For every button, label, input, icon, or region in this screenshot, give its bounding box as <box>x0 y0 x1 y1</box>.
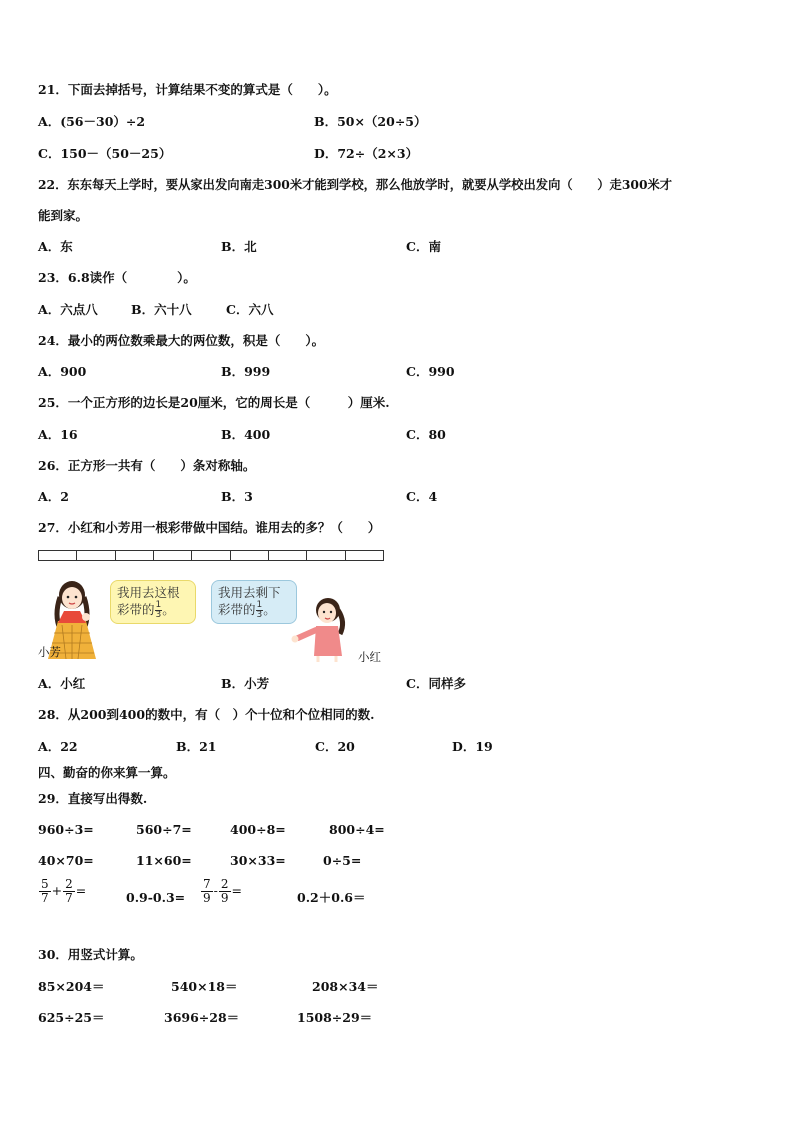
q21-option-c: C．150－（50－25） <box>38 146 172 161</box>
frac-op-plus: + <box>51 883 63 898</box>
q29-fraction-add <box>38 878 86 905</box>
frac-eq1: = <box>75 883 87 898</box>
frac3-num: 7 <box>203 877 211 891</box>
q29-r2-c4: 0÷5= <box>323 853 362 868</box>
q23-stem: 23．6.8读作（ ）。 <box>38 270 196 285</box>
frac2-num: 2 <box>65 877 73 891</box>
frac4-den: 9 <box>220 891 229 905</box>
q27-option-a: A．小红 <box>38 676 86 691</box>
xiaofang-period: 。 <box>162 602 175 617</box>
frac-op-minus: - <box>213 883 218 898</box>
girl-right-name: 小红 <box>358 650 381 664</box>
q26-stem: 26．正方形一共有（ ）条对称轴。 <box>38 458 256 473</box>
ribbon-tape <box>38 550 384 561</box>
q23-option-c: C．六八 <box>226 302 274 317</box>
q29-r2-c3: 30×33= <box>230 853 286 868</box>
q24-option-a: A．900 <box>38 364 87 379</box>
q25-option-b: B．400 <box>221 427 271 442</box>
frac4-num: 2 <box>220 877 229 891</box>
frac3-den: 9 <box>203 891 211 905</box>
q26-option-b: B．3 <box>221 489 253 504</box>
frac-2-9 <box>219 878 231 905</box>
q21-option-a: A．(56－30）÷2 <box>38 114 146 129</box>
xiaohong-speech-bubble <box>211 580 297 624</box>
xiaohong-bubble-line2: 彩带的 <box>218 602 256 617</box>
xiaohong-frac-num: 1 <box>256 600 263 610</box>
q24-stem: 24．最小的两位数乘最大的两位数，积是（ ）。 <box>38 333 325 348</box>
q30-r2-c1: 625÷25＝ <box>38 1010 105 1025</box>
q26-option-a: A．2 <box>38 489 69 504</box>
q26-option-c: C．4 <box>406 489 438 504</box>
frac-2-7 <box>63 878 75 905</box>
q28-stem: 28．从200到400的数中，有（ ）个十位和个位相同的数. <box>38 707 375 722</box>
q29-r2-c1: 40×70= <box>38 853 94 868</box>
xiaofang-frac-den: 3 <box>155 610 162 620</box>
q30-r1-c2: 540×18＝ <box>171 979 238 994</box>
q21-option-d: D．72÷（2×3） <box>314 146 419 161</box>
girl-left-name: 小芳 <box>38 645 61 659</box>
q22-option-a: A．东 <box>38 239 73 254</box>
q25-stem: 25．一个正方形的边长是20厘米，它的周长是（ ）厘米. <box>38 395 390 410</box>
xiaofang-bubble-line2: 彩带的 <box>117 602 155 617</box>
q21-option-b: B．50×（20÷5） <box>314 114 427 129</box>
q29-r2-c2: 11×60= <box>136 853 192 868</box>
q29-r1-c1: 960÷3= <box>38 822 94 837</box>
q23-option-a: A．六点八 <box>38 302 98 317</box>
q22-stem-line1: 22．东东每天上学时，要从家出发向南走300米才能到学校，那么他放学时，就要从学校出发向（ ）走300米才 <box>38 177 673 192</box>
q28-option-a: A．22 <box>38 739 78 754</box>
girl-xiaohong-illustration <box>286 596 352 662</box>
q30-r1-c1: 85×204＝ <box>38 979 105 994</box>
frac2-den: 7 <box>65 891 73 905</box>
q30-r2-c2: 3696÷28＝ <box>164 1010 240 1025</box>
q21-stem: 21．下面去掉括号，计算结果不变的算式是（ ）。 <box>38 82 337 97</box>
frac-7-9 <box>201 878 213 905</box>
q24-option-b: B．999 <box>221 364 271 379</box>
q29-stem: 29．直接写出得数. <box>38 791 148 806</box>
q29-r3-c2: 0.9-0.3= <box>126 890 186 905</box>
q28-option-c: C．20 <box>315 739 355 754</box>
frac-eq2: = <box>231 883 242 898</box>
xiaofang-speech-bubble <box>110 580 196 624</box>
q28-option-b: B．21 <box>176 739 217 754</box>
q25-option-c: C．80 <box>406 427 446 442</box>
q27-option-c: C．同样多 <box>406 676 466 691</box>
q30-stem: 30．用竖式计算。 <box>38 947 143 962</box>
q22-stem-line2: 能到家。 <box>38 208 89 223</box>
xiaohong-period: 。 <box>263 602 276 617</box>
xiaofang-bubble-line1: 我用去这根 <box>117 585 180 600</box>
q30-r2-c3: 1508÷29＝ <box>297 1010 373 1025</box>
q23-option-b: B．六十八 <box>131 302 192 317</box>
q25-option-a: A．16 <box>38 427 78 442</box>
xiaohong-frac-den: 3 <box>256 610 263 620</box>
q29-r1-c2: 560÷7= <box>136 822 192 837</box>
frac-5-7 <box>39 878 51 905</box>
q22-option-b: B．北 <box>221 239 257 254</box>
q29-r1-c3: 400÷8= <box>230 822 286 837</box>
xiaofang-frac-num: 1 <box>155 600 162 610</box>
q22-option-c: C．南 <box>406 239 441 254</box>
q28-option-d: D．19 <box>452 739 493 754</box>
q29-r1-c4: 800÷4= <box>329 822 385 837</box>
q27-option-b: B．小芳 <box>221 676 270 691</box>
frac1-num: 5 <box>41 877 49 891</box>
q27-stem: 27．小红和小芳用一根彩带做中国结。谁用去的多？（ ） <box>38 520 381 535</box>
frac1-den: 7 <box>41 891 49 905</box>
section-four-heading: 四、勤奋的你来算一算。 <box>38 765 176 780</box>
q30-r1-c3: 208×34＝ <box>312 979 379 994</box>
q24-option-c: C．990 <box>406 364 455 379</box>
q29-fraction-sub <box>200 878 242 905</box>
q29-r3-c4: 0.2＋0.6＝ <box>297 890 366 905</box>
xiaohong-bubble-line1: 我用去剩下 <box>218 585 281 600</box>
